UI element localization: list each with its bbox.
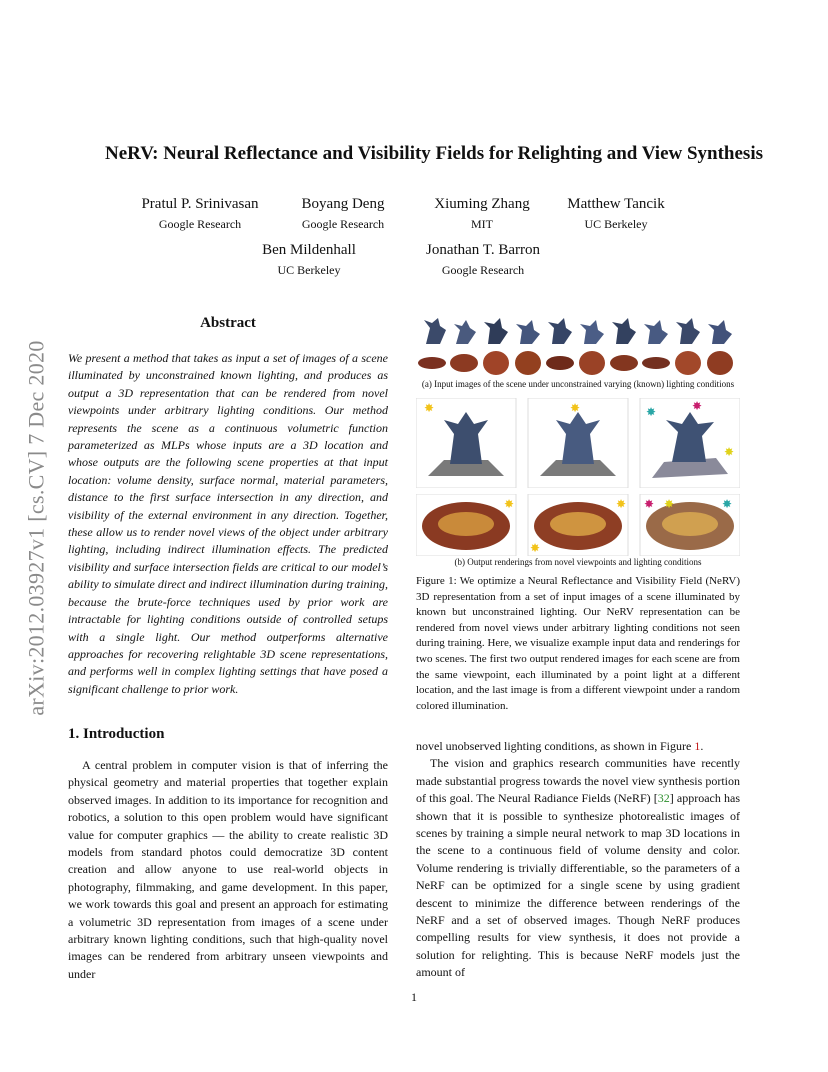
text-run: novel unobserved lighting conditions, as shown in Figure: [416, 739, 695, 753]
text-run: The vision and graphics research communities have recently made substantial progress towards the novel view synthesis portion of this goal. The Neural Radiance Fields (NeRF) [: [416, 756, 740, 806]
figure-caption-label: Figure 1:: [416, 575, 457, 587]
svg-text:✸: ✸: [646, 405, 657, 419]
author-2: [283, 196, 403, 232]
figure-1-caption: [416, 574, 740, 714]
author-affiliation: MIT: [471, 217, 493, 231]
introduction-paragraph-2: [416, 755, 740, 981]
svg-text:✸: ✸: [692, 399, 703, 413]
author-1: [120, 196, 280, 232]
introduction-heading: 1. Introduction: [68, 726, 165, 742]
author-name: Matthew Tancik: [567, 196, 665, 212]
author-6: [416, 242, 550, 278]
arxiv-identifier: [22, 288, 52, 768]
author-name: Boyang Deng: [301, 196, 385, 212]
figure-caption-text: We optimize a Neural Reflectance and Visibility Field (NeRV) 3D representation from a set of input images of a scene illuminated by known but unconstrained lighting. Our NeRV representation can be rendered from novel views under arbitrary lighting conditions not seen during training. Here, we visualize example input data and renderings for two scenes. The first two output rendered images for each scene are from the same viewpoint, each illuminated by a point light at a different location, and the last image is from a different viewpoint under a random colored illumination.: [416, 575, 741, 712]
svg-text:✸: ✸: [722, 497, 733, 511]
svg-text:✸: ✸: [424, 401, 435, 415]
abstract-heading: Abstract: [200, 315, 256, 331]
output-plate-renderings: [416, 494, 740, 556]
svg-text:✸: ✸: [664, 497, 675, 511]
abstract-text: We present a method that takes as input a set of images of a scene illuminated by unconstrained known lighting, and produces as output a 3D representation that can be rendered from novel viewpoints under arbitrary lighting conditions. Our method represents the scene as a continuous volumetric function parameterized as MLPs whose inputs are a 3D location and whose outputs are the following scene properties at that input location: volume density, surface normal, material parameters, distance to the first surface intersection in any direction, and visibility of the external environment in any direction. Together, these allow us to render novel views of the object under arbitrary lighting, including indirect illumination effects. The predicted visibility and surface intersection fields are critical to our model’s ability to simulate direct and indirect illumination during training, because the brute-force techniques used by prior work are intractable for lighting conditions outside of controlled setups with a single light. Our method outperforms alternative approaches for recovering relightable 3D scene representations, and performs well in complex lighting settings that have posed a significant challenge to prior work.: [68, 351, 388, 696]
svg-text:✸: ✸: [616, 497, 627, 511]
svg-text:✸: ✸: [530, 541, 541, 554]
page-number: 1: [411, 990, 417, 1004]
author-name: Pratul P. Srinivasan: [141, 196, 259, 212]
output-statue-renderings: [416, 398, 740, 488]
citation-link[interactable]: 32: [657, 791, 670, 806]
svg-text:✸: ✸: [504, 497, 515, 511]
introduction-right-column: [416, 738, 740, 982]
svg-text:✸: ✸: [644, 497, 655, 511]
paper-title: NeRV: Neural Reflectance and Visibility Fields for Relighting and View Synthesis: [104, 143, 763, 164]
author-4: [553, 196, 679, 232]
introduction-continuation: [416, 738, 740, 755]
author-3: [415, 196, 549, 232]
svg-text:✸: ✸: [570, 401, 581, 415]
figure-1b-caption: (b) Output renderings from novel viewpoints and lighting conditions: [454, 557, 702, 567]
introduction-paragraph-1: A central problem in computer vision is that of inferring the physical geometry and material properties that together explain observed images. In addition to its importance for recognition and robotics, a solution to this open problem would have significant value for computer graphics — the ability to create realistic 3D models from standard photos could democratize 3D content creation and allow anyone to use real-world objects in photography, filmmaking, and game development. In this paper, we work towards this goal and present an approach for estimating a volumetric 3D representation from images of a scene under arbitrary known lighting conditions, such that high-quality novel images can be rendered from arbitrary unseen viewpoints and under: [68, 758, 388, 981]
figure-reference-link[interactable]: 1: [694, 739, 701, 753]
author-name: Ben Mildenhall: [262, 242, 356, 258]
text-run: .: [700, 739, 704, 753]
input-statue-row: [416, 314, 740, 346]
svg-text:✸: ✸: [724, 445, 735, 459]
author-affiliation: Google Research: [441, 263, 525, 277]
author-name: Xiuming Zhang: [434, 196, 530, 212]
author-affiliation: Google Research: [158, 217, 242, 231]
figure-1a-caption: (a) Input images of the scene under unconstrained varying (known) lighting conditions: [421, 379, 735, 389]
author-affiliation: UC Berkeley: [584, 217, 648, 231]
author-name: Jonathan T. Barron: [425, 242, 540, 258]
arxiv-identifier-text: arXiv:2012.03927v1 [cs.CV] 7 Dec 2020: [24, 340, 50, 716]
introduction-left-column: [68, 757, 388, 983]
input-plate-row: [416, 350, 740, 376]
light-source-icon: [530, 540, 544, 554]
author-5: [250, 242, 368, 278]
author-affiliation: UC Berkeley: [277, 263, 341, 277]
text-run: ] approach has shown that it is possible to synthesize photorealistic images of scenes by training a simple neural network to map 3D locations in the scene to a continuous field of volume density and color. Volume rendering is trivially differentiable, so the parameters of a NeRF can be optimized for a single scene by using gradient descent to minimize the difference between renderings of the NeRF and a set of observed images. Though NeRF produces compelling results for view synthesis, it does not provide a solution for relighting. This is because NeRF models just the amount of: [416, 791, 740, 980]
author-affiliation: Google Research: [301, 217, 385, 231]
